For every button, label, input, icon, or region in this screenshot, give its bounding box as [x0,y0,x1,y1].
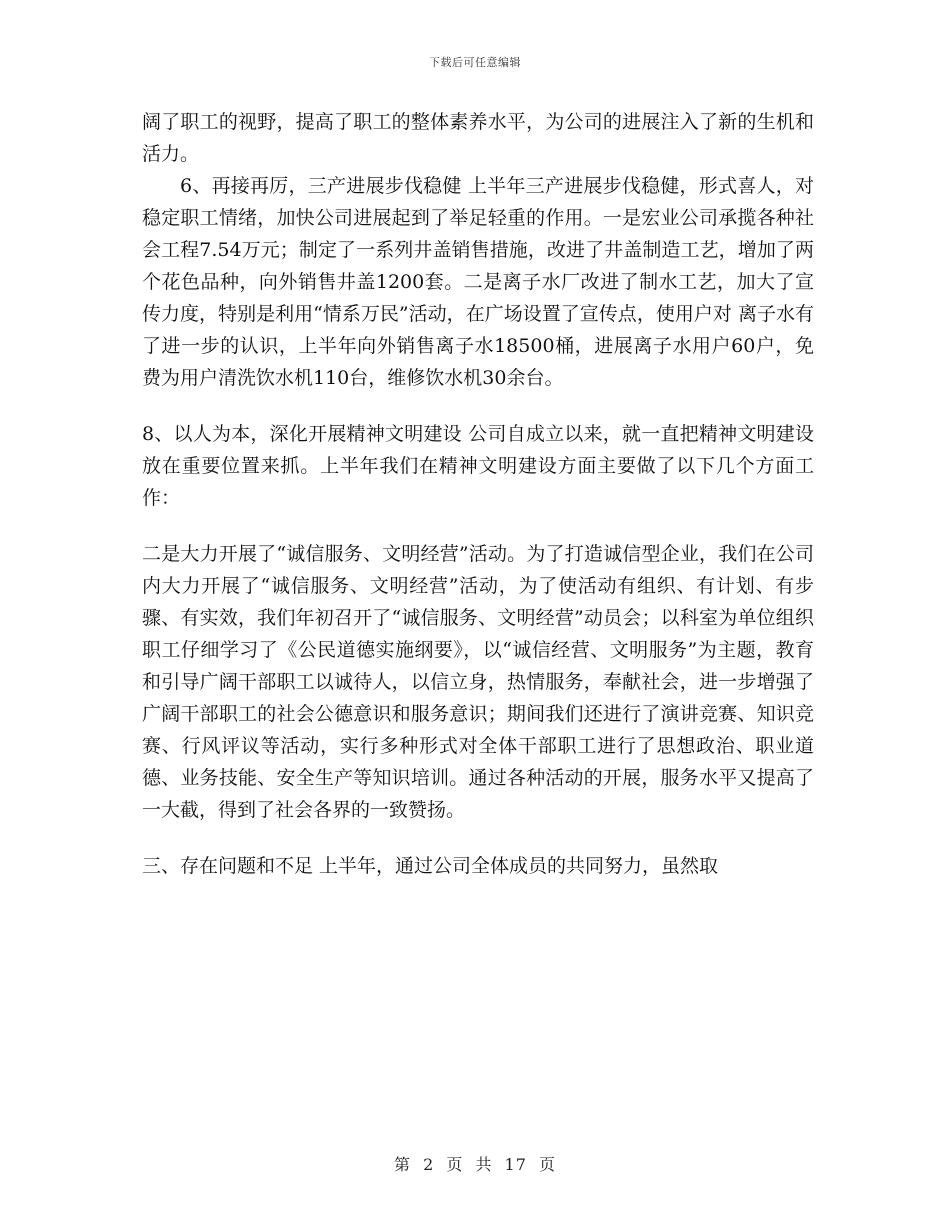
page-footer: 第 2 页 共 17 页 [394,1155,556,1174]
paragraph-item-6: 6、再接再厉，三产进展步伐稳健 上半年三产进展步伐稳健，形式喜人，对稳定职工情绪，加快公司进展起到了举足轻重的作用。一是宏业公司承揽各种社会工程7.54万元；制定了一系列井盖销售措施，改进了井盖制造工艺，增加了两个花色品种，向外销售井盖1200套。二是离子水厂改进了制水工艺，加大了宣传力度，特别是利用“情系万民”活动，在广场设置了宣传点，使用户对 离子水有了进一步的认识，上半年向外销售离子水18500桶，进展离子水用户60户，免费为用户清洗饮水机110台，维修饮水机30余台。 [142,175,814,389]
paragraph-continuation: 阔了职工的视野，提高了职工的整体素养水平，为公司的进展注入了新的生机和活力。 [142,111,814,165]
paragraph-problems: 三、存在问题和不足 上半年，通过公司全体成员的共同努力，虽然取 [142,855,719,877]
paragraph-integrity-campaign: 二是大力开展了“诚信服务、文明经营”活动。为了打造诚信型企业，我们在公司内大力开展了“诚信服务、文明经营”活动，为了使活动有组织、有计划、有步骤、有实效，我们年初召开了“诚信服务、文明经营”动员会；以科室为单位组织职工仔细学习了《公民道德实施纲要》，以“诚信经营、文明服务”为主题，教育和引导广阔干部职工以诚待人，以信立身，热情服务，奉献社会，进一步增强了广阔干部职工的社会公德意识和服务意识；期间我们还进行了演讲竞赛、知识竞赛、行风评议等活动，实行多种形式对全体干部职工进行了思想政治、职业道德、业务技能、安全生产等知识培训。通过各种活动的开展，服务水平又提高了一大截，得到了社会各界的一致赞扬。 [142,543,814,821]
paragraph-item-8: 8、以人为本，深化开展精神文明建设 公司自成立以来，就一直把精神文明建设放在重要位置来抓。上半年我们在精神文明建设方面主要做了以下几个方面工作： [142,423,814,509]
page-header: 下载后可任意编辑 [429,56,521,69]
document-body [142,106,814,882]
